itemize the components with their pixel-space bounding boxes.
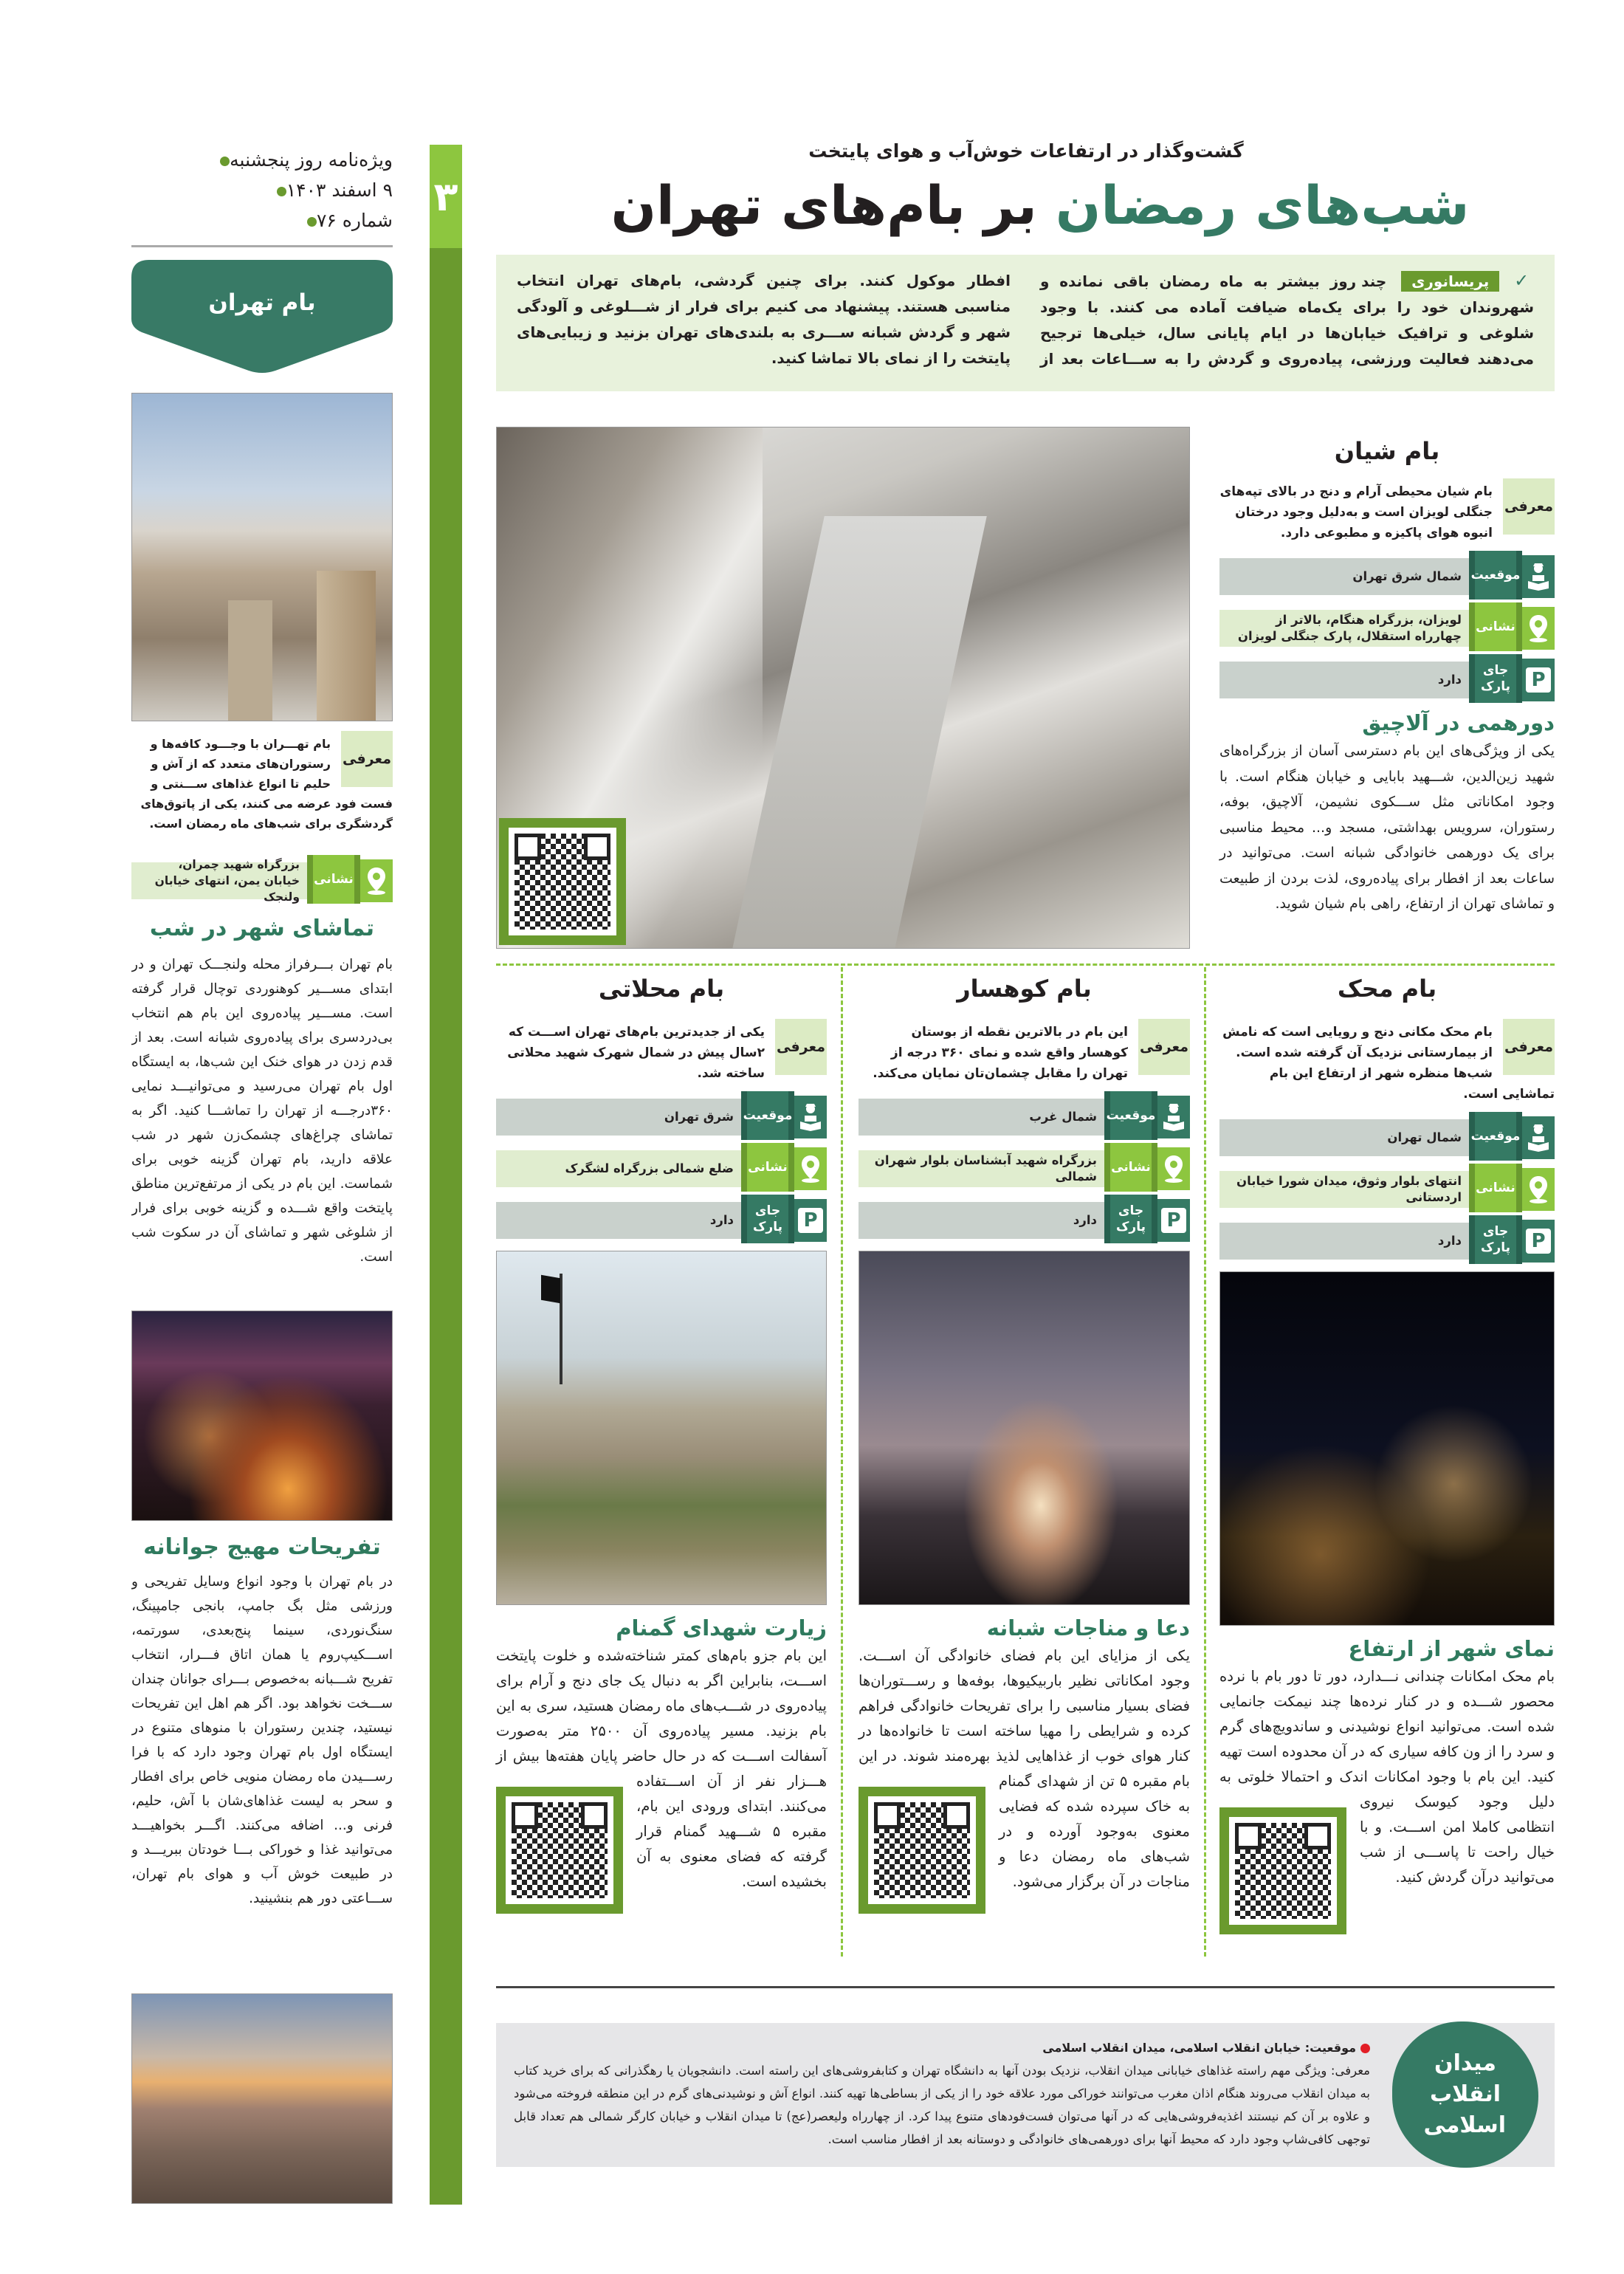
bullet-icon [220,157,230,166]
address-row [1219,607,1555,650]
mahak-address: انتهای بلوار وثوق، میدان شورا خیابان اردستانی [1219,1171,1469,1208]
shian-intro [1219,478,1555,543]
address-row [859,1147,1190,1190]
sidebar-intro-text: بام تهـــران با وجـــود کافه‌ها و رستوران‌های متعدد که از آش و حلیم تا انواع غذاهای ســـنتی و فست فود عرضه می کنند، یکی از پاتوق‌های گردشگری برای شب‌های ماه رمضان است. [140,737,393,831]
address-label: نشانی [307,855,360,904]
kouhsar-address: بزرگراه شهید آبشناسان بلوار شهران شمالی [859,1150,1104,1187]
parking-row [1219,659,1555,701]
shian-intro-text: بام شیان محیطی آرام و دنج در بالای تپه‌های جنگلی لویزان است و به‌دلیل وجود درختان انبوه هوای پاکیزه و مطبوعی دارد. [1219,484,1493,540]
page-number: ۳ [433,173,458,220]
sidebar-text-youth-fun: در بام تهران با وجود انواع وسایل تفریحی و ورزشی مثل بگ جامپ، بانجی جامپینگ، سنگ‌نوردی، سینما پنج‌بعدی، سورتمه، اســـکیپ‌روم یا همان اتاق فـــرار، انتخاب تفریح شـــبانه به‌خصوص بـــرای جوانان چندان ســـخت نخواهد بود. اگر هم اهل این تفریحات نیستید، چندین رستوران با منوهای متنوع در ایستگاه اول بام تهران وجود دارد که با فرا رســـیدن ماه رمضان منویی خاص برای افطار و سحر به لیست غذاهای‌شان با آش، حلیم، فرنی و... اضافه می‌کنند. اگـــر بخواهیـــد می‌توانید غذا و خوراکی بـــا خودتان ببریـــد و در طبیعت خوش آب و هوای بام تهران، ســـاعتی دور هم بنشینید. [131,1574,393,1906]
kouhsar-location: شمال غرب [859,1099,1104,1136]
issue-type: ویژه‌نامه روز پنجشنبه [230,149,393,171]
page-number-box [430,145,462,248]
kouhsar-parking: دارد [859,1202,1104,1239]
mahallati-intro-text: یکی از جدیدترین بام‌های تهران اســـت که ۲سال پیش در شمال شهرک شهید محلاتی ساخته شد. [507,1025,765,1081]
location-row [1219,555,1555,598]
mahak-text: بام محک امکانات چندانی نـــدارد، دور تا دور بام با نرده محصور شـــده و در کنار نرده‌ها چند نیمکت جانمایی شده است. می‌توانید انواع نوشیدنی و ساندویچ‌های گرم و سرد را از ون کافه سیاری که در آن محدوده است تهیه کنید. این بام با وجود امکانات اندک و احتمالا خلوتی به دلیل وجود کیوسک نیروی انتظامی کاملا امن اســـت. و با خیال راحت تا پاســـی از شب می‌توانید درآن گردش کنید. [1219,1664,1555,1890]
qr-code-mahallati[interactable] [496,1787,623,1914]
location-row [496,1096,827,1138]
location-pin-icon [360,859,393,902]
parking-label: جای پارک [1104,1195,1157,1243]
location-label: موقعیت [1104,1091,1157,1140]
banner-shape [131,260,393,374]
footer-divider [496,1986,1555,1988]
intro-label: معرفی [775,1019,827,1075]
footer-box-enghelab [496,2023,1555,2167]
divider [131,245,393,247]
enghelab-badge-text: میدان انقلاب اسلامی [1423,2050,1506,2138]
map-reader-icon [1157,1096,1190,1138]
mahallati-address: ضلع شمالی بزرگراه لشگرک [496,1150,741,1187]
sidebar-address-row [131,859,393,902]
location-label: موقعیت [741,1091,794,1140]
column-shian [1219,437,1555,917]
photo-tehran-sunset [131,1993,393,2204]
sidebar-heading-youth-fun: تفریحات مهیج جوانانه [143,1534,381,1560]
map-reader-icon [794,1096,827,1138]
section-banner [131,260,393,374]
shian-parking: دارد [1219,662,1469,698]
page-bar [430,145,462,2205]
photo-bam-mahak-night [1219,1271,1555,1626]
sidebar-text-night-view: بام تهران بـــرفراز محله ولنجـــک تهران و در ابتدای مســـیر کوهنوردی توچال قرار گرفته است. مســـیر پیاده‌روی این بام هم انتخاب بی‌دردسری برای پیاده‌روی شبانه است. بعد از قدم زدن در هوای خنک این شب‌ها، به ایستگاه اول بام تهران می‌رسید و می‌توانیـــد نمایی ۳۶۰درجـــه از تهران را تماشـــا کنید. اگر به تماشای چراغ‌های چشمک‌زن شهر در شب علاقه دارید، بام تهران گزینه خوبی برای شماست. این بام در یکی از مرتفع‌ترین مناطق پایتخت واقع شـــده و گزینه خوبی برای فرار از شلوغی شهر و تماشای آن در سکوت شب است. [131,957,393,1265]
issue-number: شماره ۷۶ [317,210,393,231]
parking-icon: P [794,1199,827,1242]
sidebar-heading-night-view: تماشای شهر در شب [149,916,375,941]
column-mahak [1219,975,1555,1934]
parking-icon: P [1522,659,1555,701]
parking-label: جای پارک [741,1195,794,1243]
shian-text: یکی از ویژگی‌های این بام دسترسی آسان از بزرگراه‌های شهید زین‌الدین، شـــهید بابایی و خیابان هنگام است. با وجود امکاناتی مثل ســـکوی نشیمن، آلاچیق، بوفه، رستوران، سرویس بهداشتی، مسجد و... محیط مناسبی برای یک دورهمی خانوادگی شبانه است. می‌توانید در ساعات بعد از افطار برای پیاده‌روی، لذت بردن از طبیعت و تماشای تهران از ارتفاع، راهی بام شیان شوید. [1219,743,1555,912]
column-divider [841,967,843,1957]
place-title-kouhsar: بام کوهسار [957,975,1092,1003]
mahak-sub-heading: نمای شهر از ارتفاع [1348,1636,1555,1661]
parking-row [1219,1220,1555,1263]
kouhsar-intro [859,1019,1190,1084]
intro-text: چند روز بیشتر به ماه رمضان باقی نمانده و شهروندان خود را برای یک‌ماه ضیافت آماده می کنند. با وجود شلوغی و ترافیک خیابان‌ها در ایام پایانی سال، خیلی‌ها ترجیح می‌دهند فعالیت ورزشی، پیاده‌روی و گردش را به ســـاعات بعد از افطار موکول کنند. برای چنین گردشی، بام‌های تهران انتخاب مناسبی هستند. پیشنهاد می کنیم برای فرار از شـــلوغی و آلودگی شهر و گردش شبانه ســـری به بلندی‌های تهران بزنید و زیبایی‌های پایتخت را از نمای بالا تماشا کنید. [517,272,1534,368]
mahallati-sub-heading: زیارت شهدای گمنام [616,1615,827,1641]
place-title-mahak: بام محک [1337,975,1437,1003]
address-label: نشانی [1469,1164,1522,1212]
banner-title: بام تهران [208,289,316,316]
column-divider [1204,967,1206,1957]
bullet-icon [307,217,317,227]
mahallati-intro [496,1019,827,1084]
address-label: نشانی [1469,602,1522,651]
location-pin-icon [1157,1147,1190,1190]
intro-label: معرفی [1503,1019,1555,1075]
kouhsar-sub-heading: دعا و مناجات شبانه [986,1615,1190,1641]
intro-box [496,255,1555,391]
mahak-location: شمال تهران [1219,1119,1469,1156]
column-kouhsar [859,975,1190,1914]
mahallati-location: شرق تهران [496,1099,741,1136]
headline-black: بر بام‌های تهران [610,174,1037,236]
mahak-parking: دارد [1219,1223,1469,1260]
kicker: گشت‌وگذار در ارتفاعات خوش‌آب و هوای پایتخت [808,140,1244,162]
location-row [1219,1116,1555,1159]
mahak-intro [1219,1019,1555,1105]
location-label: موقعیت [1469,551,1522,600]
kouhsar-text: یکی از مزایای این بام فضای خانوادگی آن اســـت. وجود امکاناتی نظیر باربیکیوها، بوفه‌ها و رســـتوران‌ها فضای بسیار مناسبی را برای تفریحات خانوادگی فراهم کرده و شرایطی را مهیا ساخته است تا خانواده‌ها در کنار هوای خوب از غذاهایی لذیذ بهره‌مند شوند. در این بام مقبره ۵ تن از شهدای گمنام به خاک سپرده شده که فضایی معنوی به‌وجود آورده و در شب‌های ماه رمضان دعا و مناجات در آن برگزار می‌شود. [859,1643,1190,1895]
red-dot-icon [1360,2044,1370,2053]
location-pin-icon [794,1147,827,1190]
sidebar-address: بزرگراه شهید چمران، خیابان یمن، انتهای خیابان ولنجک [131,862,307,899]
map-reader-icon [1522,555,1555,598]
kouhsar-intro-text: این بام در بالاترین نقطه از بوستان کوهسار واقع شده و نمای ۳۶۰ درجه از تهران را مقابل چشمان‌تان نمایان می‌کند. [873,1025,1128,1081]
address-row [496,1147,827,1190]
enghelab-location: موقعیت: خیابان انقلاب اسلامی، میدان انقلاب اسلامی [1042,2041,1356,2055]
address-label: نشانی [1104,1143,1157,1192]
location-pin-icon [1522,1168,1555,1211]
headline [496,168,1555,242]
qr-code-mahak[interactable] [1219,1807,1346,1934]
intro-label: معرفی [341,731,393,787]
qr-code-shian[interactable] [499,818,626,945]
bullet-icon [277,187,286,196]
parking-row [859,1199,1190,1242]
photo-bam-mahallati-day [496,1251,827,1605]
enghelab-text: معرفی: ویژگی مهم راسته غذاهای خیابانی میدان انقلاب، نزدیک بودن آنها به دانشگاه تهران و کتابفروشی‌های این راسته است. دانشجویان یا رهگذرانی که برای خرید کتاب به میدان انقلاب می‌روند هنگام اذان مغرب می‌توانند خوراکی مورد علاقه خود را از یکی از بساطی‌ها تهیه کنند. انواع آش و نوشیدنی‌های گرم در این منطقه فروخته می‌شود و علاوه بر آن کم نیستند اغذیه‌فروشی‌هایی که در آنها می‌توان فست‌فودهای متنوع پیدا کرد. از چهارراه ولیعصر(عج) تا میدان انقلاب و خیابان کارگر شمالی هم تعداد قابل توجهی کافی‌شاپ وجود دارد که محیط آنها برای دورهمی‌های خانوادگی و دوستانه بعد از افطار مناسب است. [514,2064,1370,2146]
address-row [1219,1168,1555,1211]
section-divider [496,963,1555,966]
issue-meta [131,145,393,236]
parking-label: جای پارک [1469,654,1522,703]
enghelab-badge [1392,2021,1538,2168]
location-pin-icon [1522,607,1555,650]
shian-location: شمال شرق تهران [1219,558,1469,595]
shian-address: لویزان، بزرگراه هنگام، بالاتر از چهارراه استقلال، پارک جنگلی لویزان [1219,610,1469,647]
author-badge: پریسانوری [1401,271,1499,292]
parking-icon: P [1522,1220,1555,1263]
location-label: موقعیت [1469,1112,1522,1161]
check-icon: ✓ [1514,270,1535,291]
shian-info [1219,555,1555,701]
parking-icon: P [1157,1199,1190,1242]
headline-green: شب‌های رمضان [1055,174,1470,236]
sidebar-intro [131,731,393,834]
parking-row [496,1199,827,1242]
photo-bam-tehran-city [131,393,393,721]
qr-code-kouhsar[interactable] [859,1787,985,1914]
location-row [859,1096,1190,1138]
issue-date: ۹ اسفند ۱۴۰۳ [286,179,393,201]
mahallati-text: این بام جزو بام‌های کمتر شناخته‌شده و خلوت پایتخت اســـت، بنابراین اگر به دنبال یک جای دنج و آرام برای پیاده‌روی در شـــب‌های ماه رمضان هستید، سری به این بام بزنید. مسیر پیاده‌روی آن ۲۵۰۰ متر به‌صورت آسفالت اســـت که در حال حاضر پایان هفته‌ها بیش از هـــزار نفر از آن اســـتفاده می‌کنند. ابتدای ورودی این بام، مقبره ۵ شـــهید گمنام قرار گرفته که فضای معنوی به آن بخشیده است. [496,1643,827,1895]
map-reader-icon [1522,1116,1555,1159]
column-mahallati [496,975,827,1914]
mahallati-parking: دارد [496,1202,741,1239]
intro-label: معرفی [1503,478,1555,535]
place-title-shian: بام شیان [1334,437,1440,465]
place-title-mahallati: بام محلاتی [598,975,725,1003]
shian-sub-heading: دورهمی در آلاچیق [1362,710,1555,735]
photo-bam-kouhsar-dusk [859,1251,1190,1605]
intro-label: معرفی [1138,1019,1190,1075]
parking-label: جای پارک [1469,1215,1522,1264]
photo-tehran-night [131,1311,393,1521]
mahak-intro-text: بام محک مکانی دنج و رویایی است که نامش از بیمارستانی نزدیک آن گرفته شده است. شب‌ها منظره شهر از ارتفاع این بام تماشایی است. [1222,1025,1555,1102]
address-label: نشانی [741,1143,794,1192]
